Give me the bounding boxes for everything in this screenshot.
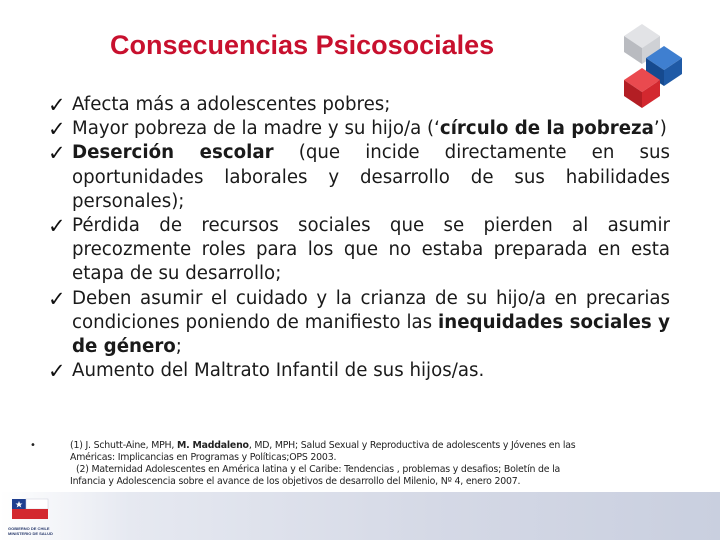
reference-1-author-bold: M. Maddaleno [176, 440, 249, 451]
slide-title: Consecuencias Psicosociales [110, 30, 495, 60]
reference-1-line-2: Américas: Implicancias en Programas y Políticas;OPS 2003. [70, 452, 337, 463]
gobierno-de-chile-text [8, 526, 68, 536]
bullet-text: ’) [653, 118, 667, 140]
bullet-text: Deben asumir el cuidado y la crianza de su hijo/a en precarias condiciones poniendo de manifiesto las [72, 287, 670, 333]
bullet-item [48, 141, 670, 214]
footer-band [0, 492, 720, 540]
bullet-text: ; [175, 336, 182, 358]
checkmark-icon: ✓ [48, 141, 66, 166]
reference-1-authors: (1) J. Schutt-Aine, MPH, [70, 440, 177, 451]
bullet-text-bold: inequidades sociales y de género [72, 311, 670, 358]
bullet-text-bold: Deserción escolar [72, 142, 274, 164]
reference-1-title: , MD, MPH; Salud Sexual y Reproductiva de adolescents y Jóvenes en las [248, 440, 576, 451]
gov-logo-line-2: MINISTERIO DE SALUD [8, 531, 53, 536]
bullet-text: Afecta más a adolescentes pobres; [72, 94, 391, 115]
bullet-text: Mayor pobreza de la madre y su hijo/a (‘ [72, 118, 440, 140]
bullet-item [48, 93, 670, 117]
checkmark-icon: ✓ [48, 93, 66, 117]
bullet-text: Pérdida de recursos sociales que se pierden al asumir precozmente roles para los que no estaba preparada en esta etapa de su desarrollo; [72, 215, 670, 285]
gov-logo-line-1: GOBIERNO DE CHILE [8, 526, 50, 531]
bullet-item [48, 287, 670, 360]
checkmark-icon: ✓ [48, 117, 66, 142]
bullet-list [48, 93, 670, 383]
references [30, 440, 682, 488]
bullet-text: Aumento del Maltrato Infantil de sus hijos/as. [72, 360, 485, 382]
bullet-item [48, 359, 670, 383]
reference-1-line-1 [70, 440, 682, 452]
reference-bullet: • [30, 440, 36, 451]
bullet-text: (que incide directamente en sus oportunidades laborales y desarrollo de sus habilidades personales); [72, 142, 670, 212]
checkmark-icon: ✓ [48, 359, 66, 384]
bullet-item [48, 117, 670, 141]
checkmark-icon: ✓ [48, 286, 66, 311]
bullet-text-bold: círculo de la pobreza [439, 118, 654, 140]
reference-2-line-2: Infancia y Adolescencia sobre el avance de los objetivos de desarrollo del Milenio, Nº 4, enero 2007. [70, 476, 521, 487]
bullet-item [48, 214, 670, 287]
reference-2-line-1: (2) Maternidad Adolescentes en América latina y el Caribe: Tendencias , problemas y desafios; Boletín de la [76, 464, 561, 475]
checkmark-icon: ✓ [48, 214, 66, 239]
